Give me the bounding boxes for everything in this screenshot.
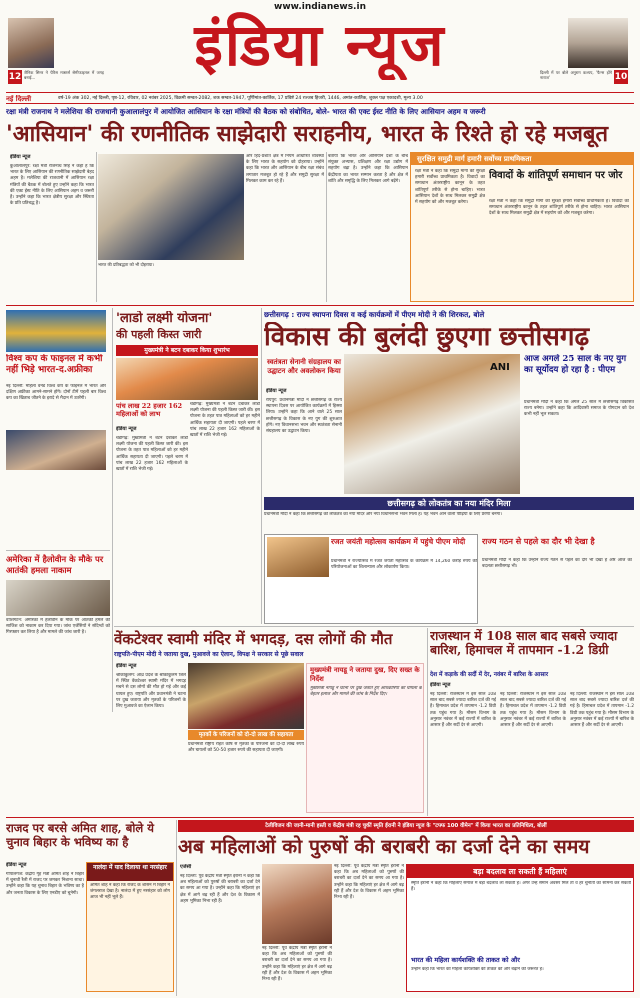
dateline-info: वर्ष-19 अंक 302, नई दिल्ली, पृष्ठ-12, रविवार, 02 नवंबर 2025, विक्रमी सम्वत-2082, शक सम्वत-1947, पूर्णिमांत-कार्तिक, 17 प्रविष्टे 24 रज्जब हिजरी, 1446, अमांत-कार्तिक, शुक्ल पक्ष एकादशी, मूल्य 3.00 bbox=[58, 96, 423, 101]
election-box[interactable] bbox=[86, 862, 174, 992]
ladli-text-col2: चंडीगढ़: मुख्यमंत्री ने बटन दबाकर लाडो लक्ष्मी योजना की पहली किस्त जारी की। इस योजना के तहत पात्र महिलाओं को हर महीने आर्थिक सहायता दी जाएगी। पहले चरण में पांच लाख 22 हजार 162 महिलाओं के खातों में राशि भेजी गई। bbox=[190, 402, 260, 439]
cg-photo[interactable] bbox=[344, 354, 520, 494]
women-photo[interactable] bbox=[262, 864, 332, 944]
stampede-sub: राष्ट्रपति-पीएम मोदी ने जताया दुख, मुआवजे का ऐलान, विपक्ष ने सरकार से पूछे सवाल bbox=[114, 651, 304, 658]
women-text-col2: नई दिल्ली: पूर्व केंद्रीय मंत्री स्मृति ईरानी ने कहा कि अब महिलाओं को पुरुषों की बराबरी का दर्जा देने का समय आ गया है। उन्होंने कहा कि महिलाएं हर क्षेत्र में आगे बढ़ रही हैं और देश के विकास में अहम भूमिका निभा रही हैं। bbox=[262, 946, 332, 983]
stampede-text: श्रीकाकुलम: आंध्र प्रदेश के श्रीकाकुलम जिले में स्थित वेंकटेश्वर स्वामी मंदिर में भगदड़ मचने से दस लोगों की मौत हो गई और कई घायल हुए। राष्ट्रपति और प्रधानमंत्री ने घटना पर दुख जताया और मृतकों के परिजनों के लिए मुआवजे का ऐलान किया। bbox=[116, 673, 186, 710]
women-box2-text: उन्होंने कहा कि भारत की महिला कार्यशक्ति की ताकत को और बढ़ाने की जरूरत है। bbox=[411, 967, 544, 972]
right-teaser-caption[interactable]: दिल्ली में पर बोले अनुराग कश्यप, 'फैन्स होंगे नाराज' bbox=[540, 70, 612, 80]
ladli-sub: पांच लाख 22 हजार 162 महिलाओं को लाभ bbox=[116, 402, 183, 418]
cg-side-text: प्रधानमंत्री मोदी ने कहा कि अगले 25 साल में छत्तीसगढ़ विकसित राज्य बनेगा। उन्होंने कहा कि आदिवासी समाज के योगदान को देश कभी नहीं भूल सकता। bbox=[524, 400, 634, 418]
ladli-photo[interactable] bbox=[116, 358, 258, 400]
cg-headline[interactable]: विकास की बुलंदी छुएगा छत्तीसगढ़ bbox=[264, 322, 590, 352]
lead-photo-caption: भारत की प्रतिबद्धता को भी दोहराया। bbox=[98, 262, 154, 267]
newspaper-logo: इंडिया न्यूज bbox=[194, 11, 446, 79]
stampede-box[interactable] bbox=[306, 663, 424, 813]
lead-headline[interactable]: 'आसियान' की रणनीतिक साझेदारी सराहनीय, भारत के रिश्ते हो रहे मजबूत bbox=[6, 121, 609, 147]
ladli-bar: मुख्यमंत्री ने बटन दबाकर किया शुभारंभ bbox=[116, 345, 258, 356]
women-banner[interactable]: टेलीविजन की जानी-मानी हस्ती व केंद्रीय मंत्री रह चुकीं स्मृति ईरानी ने इंडिया न्यूज के "टफ्फ 100 वीमेन" में किया भारत का प्रतिनिधित्व, बोलीं bbox=[178, 820, 634, 832]
stampede-headline[interactable]: वेंकटेश्वर स्वामी मंदिर में भगदड़, दस लोगों की मौत bbox=[114, 630, 393, 648]
right-teaser-page-badge: 10 bbox=[614, 72, 628, 82]
cricket-photo[interactable] bbox=[6, 310, 106, 352]
weather-headline[interactable]: राजस्थान में 108 साल बाद सबसे ज्यादा बारिश, हिमाचल में तापमान -1.2 डिग्री bbox=[430, 629, 618, 657]
cg-band: छत्तीसगढ़ को लोकतंत्र का नया मंदिर मिला bbox=[264, 497, 634, 510]
ladli-text: चंडीगढ़: मुख्यमंत्री ने बटन दबाकर लाडो लक्ष्मी योजना की पहली किस्त जारी की। इस योजना के तहत पात्र महिलाओं को हर महीने आर्थिक सहायता दी जाएगी। पहले चरण में पांच लाख 22 हजार 162 महिलाओं के खातों में राशि भेजी गई। bbox=[116, 436, 188, 473]
cricket-inline-photo[interactable] bbox=[6, 430, 106, 470]
lead-sidebar-subhead: विवादों के शांतिपूर्ण समाधान पर जोर bbox=[489, 170, 623, 181]
election-box-title: नालंदा में याद दिलाया था नरसंहार bbox=[87, 863, 173, 881]
cg-kicker[interactable]: छत्तीसगढ़ : राज्य स्थापना दिवस व कई कार्यक्रमों में पीएम मोदी ने की शिरकत, बोले bbox=[264, 310, 485, 319]
election-headline[interactable]: राजद पर बरसे अमित शाह, बोले ये चुनाव बिहार के भविष्य का है bbox=[6, 821, 154, 849]
election-box-text: अमित शाह ने कहा कि राजद के शासन में बिहार ने जंगलराज देखा है। नालंदा में हुए नरसंहार को लोग आज भी नहीं भूले हैं। bbox=[90, 883, 170, 901]
lead-sidebar-title: सुरक्षित समुद्री मार्ग हमारी सर्वोच्च प्राथमिकता bbox=[411, 153, 633, 165]
stampede-photo[interactable] bbox=[188, 663, 304, 729]
women-box2-title: भारत की महिला कार्यशक्ति की ताकत को और bbox=[411, 956, 520, 964]
stampede-caption-text: प्रधानमंत्री राष्ट्रीय राहत कोष से मृतकों के परिजनों को दो-दो लाख रुपये और घायलों को 50-50 हजार रुपये की सहायता दी जाएगी। bbox=[188, 742, 304, 754]
right-teaser-photo[interactable] bbox=[568, 18, 628, 68]
dateline-city: नई दिल्ली bbox=[6, 95, 32, 103]
lead-kicker[interactable]: रक्षा मंत्री राजनाथ ने मलेशिया की राजधानी कुआलालंपुर में आयोजित आसियान के रक्षा मंत्रियों की बैठक को संबोधित, बोले- भारत की एक्ट ईस्ट नीति के लिए आसियान अहम व जरूरी bbox=[6, 107, 486, 116]
cg-box2-text: प्रधानमंत्री मोदी ने कहा कि उन्होंने राज्य गठन से पहले का दौर भी देखा है और आज का बदलता छत्तीसगढ़ भी। bbox=[482, 558, 632, 570]
left-teaser-caption[interactable]: जैनिक सिनर ने पेरिस मास्टर्स सेमीफाइनल में जगह बनाई... bbox=[24, 70, 104, 80]
cg-box1-title: रजत जयंती महोत्सव कार्यक्रम में पहुंचे पीएम मोदी bbox=[331, 537, 466, 546]
left-teaser-photo[interactable] bbox=[8, 18, 54, 68]
site-url: www.indianews.in bbox=[274, 2, 366, 12]
women-headline[interactable]: अब महिलाओं को पुरुषों की बराबरी का दर्जा देने का समय bbox=[178, 835, 590, 858]
masthead bbox=[0, 0, 640, 92]
lead-col3: बताया कि भारत और आसियान देशों के बीच संयुक्त अभ्यास, प्रशिक्षण और रक्षा उद्योग में सहयोग बढ़ा है। उन्होंने कहा कि आसियान केंद्रीयता का भारत सम्मान करता है और क्षेत्र में शांति और समृद्धि के लिए मिलकर आगे बढ़ेंगे। bbox=[328, 154, 408, 184]
cricket-title[interactable]: विश्व कप के फाइनल में कभी नहीं भिड़े भारत-द.अफ्रीका bbox=[6, 354, 103, 375]
weather-sub: देश में कड़ाके की सर्दी में देर, नवंबर में बारिश के आसार bbox=[430, 672, 549, 678]
left-teaser-page-badge: 12 bbox=[8, 72, 22, 82]
dateline-bar bbox=[6, 92, 634, 104]
election-text: गोपालगंज: केंद्रीय गृह मंत्री अमित शाह ने बिहार में चुनावी रैली में राजद पर जमकर निशाना साधा। उन्होंने कहा कि यह चुनाव बिहार के भविष्य का है और जनता विकास के लिए एनडीए को चुनेगी। bbox=[6, 872, 84, 896]
lead-sidebar-text-a: रक्षा मंत्री ने कहा कि समुद्री मार्गों की सुरक्षा हमारी सर्वोच्च प्राथमिकता है। विवादों का समाधान अंतरराष्ट्रीय कानून के तहत शांतिपूर्ण तरीके से होना चाहिए। भारत आसियान देशों के साथ मिलकर समुद्री क्षेत्र में सहयोग को और मजबूत करेगा। bbox=[415, 169, 485, 206]
obit-photo[interactable] bbox=[6, 580, 110, 616]
ladli-subtitle[interactable]: की पहली किस्त जारी bbox=[116, 328, 202, 341]
women-text-col1: नई दिल्ली: पूर्व केंद्रीय मंत्री स्मृति ईरानी ने कहा कि अब महिलाओं को पुरुषों की बराबरी का दर्जा देने का समय आ गया है। उन्होंने कहा कि महिलाएं हर क्षेत्र में आगे बढ़ रही हैं और देश के विकास में अहम भूमिका निभा रही हैं। bbox=[180, 874, 260, 904]
lead-sidebar-text-b: रक्षा मंत्री ने कहा कि समुद्री मार्गों की सुरक्षा हमारी सर्वोच्च प्राथमिकता है। विवादों का समाधान अंतरराष्ट्रीय कानून के तहत शांतिपूर्ण तरीके से होना चाहिए। भारत आसियान देशों के साथ मिलकर समुद्री क्षेत्र में सहयोग को और मजबूत करेगा। bbox=[489, 199, 629, 217]
stampede-caption: मृतकों के परिजनों को दो-दो लाख की सहायता bbox=[188, 730, 304, 740]
cg-text: रायपुर: प्रधानमंत्री मोदी ने छत्तीसगढ़ के राज्य स्थापना दिवस पर आयोजित कार्यक्रमों में हिस्सा लिया। उन्होंने कहा कि आने वाले 25 साल छत्तीसगढ़ के विकास के नए युग की शुरुआत होंगे। नए विधानसभा भवन और स्वतंत्रता सेनानी संग्रहालय का उद्घाटन किया। bbox=[266, 398, 342, 435]
weather-byline: इंडिया न्यूज bbox=[430, 682, 451, 688]
cg-box1-text: प्रधानमंत्री ने राज्योत्सव में रजत जयंती महोत्सव के कार्यक्रम में 14,260 करोड़ रुपये की परियोजनाओं का शिलान्यास और लोकार्पण किया। bbox=[331, 559, 477, 571]
women-box-title: बड़ा बदलाव ला सकती हैं महिलाएं bbox=[407, 865, 633, 878]
cg-box1-photo[interactable] bbox=[267, 537, 329, 577]
ladli-title[interactable]: 'लाडो लक्ष्मी योजना' bbox=[116, 311, 213, 326]
cg-box1[interactable] bbox=[264, 534, 478, 624]
lead-photo[interactable] bbox=[98, 154, 244, 260]
obit-title[interactable]: अमेरिका में हैलोवीन के मौके पर आतंकी हमला नाकाम bbox=[6, 554, 104, 575]
lead-col2: और हिंद-प्रशांत क्षेत्र में नियम आधारित व्यवस्था के लिए भारत के सहयोग को दोहराया। उन्होंने कहा कि भारत और आसियान के बीच रक्षा संबंध लगातार मजबूत हो रहे हैं और समुद्री सुरक्षा में मिलकर काम कर रहे हैं। bbox=[246, 154, 324, 184]
cg-box2-title: राज्य गठन से पहले का दौर भी देखा है bbox=[482, 536, 595, 546]
lead-sidebar[interactable] bbox=[410, 152, 634, 302]
weather-text-col1: नई दिल्ली: राजस्थान में इस साल 108 साल बाद सबसे ज्यादा बारिश दर्ज की गई है। हिमाचल प्रदेश में तापमान -1.2 डिग्री तक पहुंच गया है। मौसम विभाग के अनुसार नवंबर में कई राज्यों में बारिश के आसार हैं और सर्दी देर से आएगी। bbox=[430, 692, 496, 729]
obit-text: वॉशिंगटन: अमेरिका में हैलोवीन के मौके पर आतंकी हमले की साजिश को नाकाम कर दिया गया। जांच एजेंसियों ने संदिग्धों को गिरफ्तार कर लिया है और मामले की जांच जारी है। bbox=[6, 618, 110, 636]
women-byline: एजेंसी bbox=[180, 864, 192, 870]
lead-byline: इंडिया न्यूज bbox=[10, 154, 31, 160]
cg-side-title[interactable]: आज अगले 25 साल के नए युग का सूर्योदय हो रहा है : पीएम bbox=[524, 354, 627, 375]
cg-sub: स्वतंत्रता सेनानी संग्रहालय का उद्घाटन और अवलोकन किया bbox=[267, 357, 341, 375]
cg-photo-badge: ANI bbox=[490, 362, 510, 373]
cricket-text: नई दिल्ली: महिला वनडे विश्व कप के फाइनल में भारत और दक्षिण अफ्रीका आमने-सामने होंगे। दोनों टीमें पहली बार विश्व कप का खिताब जीतने के इरादे से मैदान में उतरेंगी। bbox=[6, 384, 106, 402]
ladli-byline: इंडिया न्यूज bbox=[116, 426, 137, 432]
cg-box2[interactable] bbox=[480, 534, 634, 624]
stampede-box-text: मुख्यमंत्री नायडू ने घटना पर दुख जताते हुए अधिकारियों को घायलों के बेहतर इलाज और मामले की जांच के निर्देश दिए। bbox=[310, 686, 422, 698]
cg-byline: इंडिया न्यूज bbox=[266, 388, 287, 394]
cg-band-text: प्रधानमंत्री मोदी ने कहा कि छत्तीसगढ़ को लोकतंत्र का नया मंदिर और नया विधानसभा भवन मिला है। यह भवन आने वाली पीढ़ियों के लिए प्रेरणा बनेगा। bbox=[264, 512, 502, 517]
women-text-col3: नई दिल्ली: पूर्व केंद्रीय मंत्री स्मृति ईरानी ने कहा कि अब महिलाओं को पुरुषों की बराबरी का दर्जा देने का समय आ गया है। उन्होंने कहा कि महिलाएं हर क्षेत्र में आगे बढ़ रही हैं और देश के विकास में अहम भूमिका निभा रही हैं। bbox=[334, 864, 404, 901]
women-box-text: स्मृति ईरानी ने कहा कि महिलाएं समाज में बड़ा बदलाव ला सकती हैं। अगर उन्हें समान अवसर मिलें तो वे हर चुनौती का सामना कर सकती हैं। bbox=[411, 881, 631, 893]
stampede-byline: इंडिया न्यूज bbox=[116, 663, 137, 669]
women-box[interactable] bbox=[406, 864, 634, 992]
weather-text-col3: नई दिल्ली: राजस्थान में इस साल 108 साल बाद सबसे ज्यादा बारिश दर्ज की गई है। हिमाचल प्रदेश में तापमान -1.2 डिग्री तक पहुंच गया है। मौसम विभाग के अनुसार नवंबर में कई राज्यों में बारिश के आसार हैं और सर्दी देर से आएगी। bbox=[570, 692, 634, 729]
lead-col1: कुआलालंपुर: रक्षा मंत्री राजनाथ सिंह ने कहा है कि भारत के लिए आसियान की रणनीतिक साझेदारी बेहद अहम है। मलेशिया की राजधानी में आसियान रक्षा मंत्रियों की बैठक में बोलते हुए उन्होंने कहा कि भारत की एक्ट ईस्ट नीति के लिए आसियान अहम व जरूरी है। उन्होंने कहा कि भारत क्षेत्रीय सुरक्षा और स्थिरता के प्रति प्रतिबद्ध है। bbox=[10, 164, 94, 207]
stampede-box-title: मुख्यमंत्री नायडू ने जताया दुख, दिए सख्त के निर्देश bbox=[310, 666, 420, 683]
election-byline: इंडिया न्यूज bbox=[6, 862, 27, 868]
weather-text-col2: नई दिल्ली: राजस्थान में इस साल 108 साल बाद सबसे ज्यादा बारिश दर्ज की गई है। हिमाचल प्रदेश में तापमान -1.2 डिग्री तक पहुंच गया है। मौसम विभाग के अनुसार नवंबर में कई राज्यों में बारिश के आसार हैं और सर्दी देर से आएगी। bbox=[500, 692, 566, 729]
